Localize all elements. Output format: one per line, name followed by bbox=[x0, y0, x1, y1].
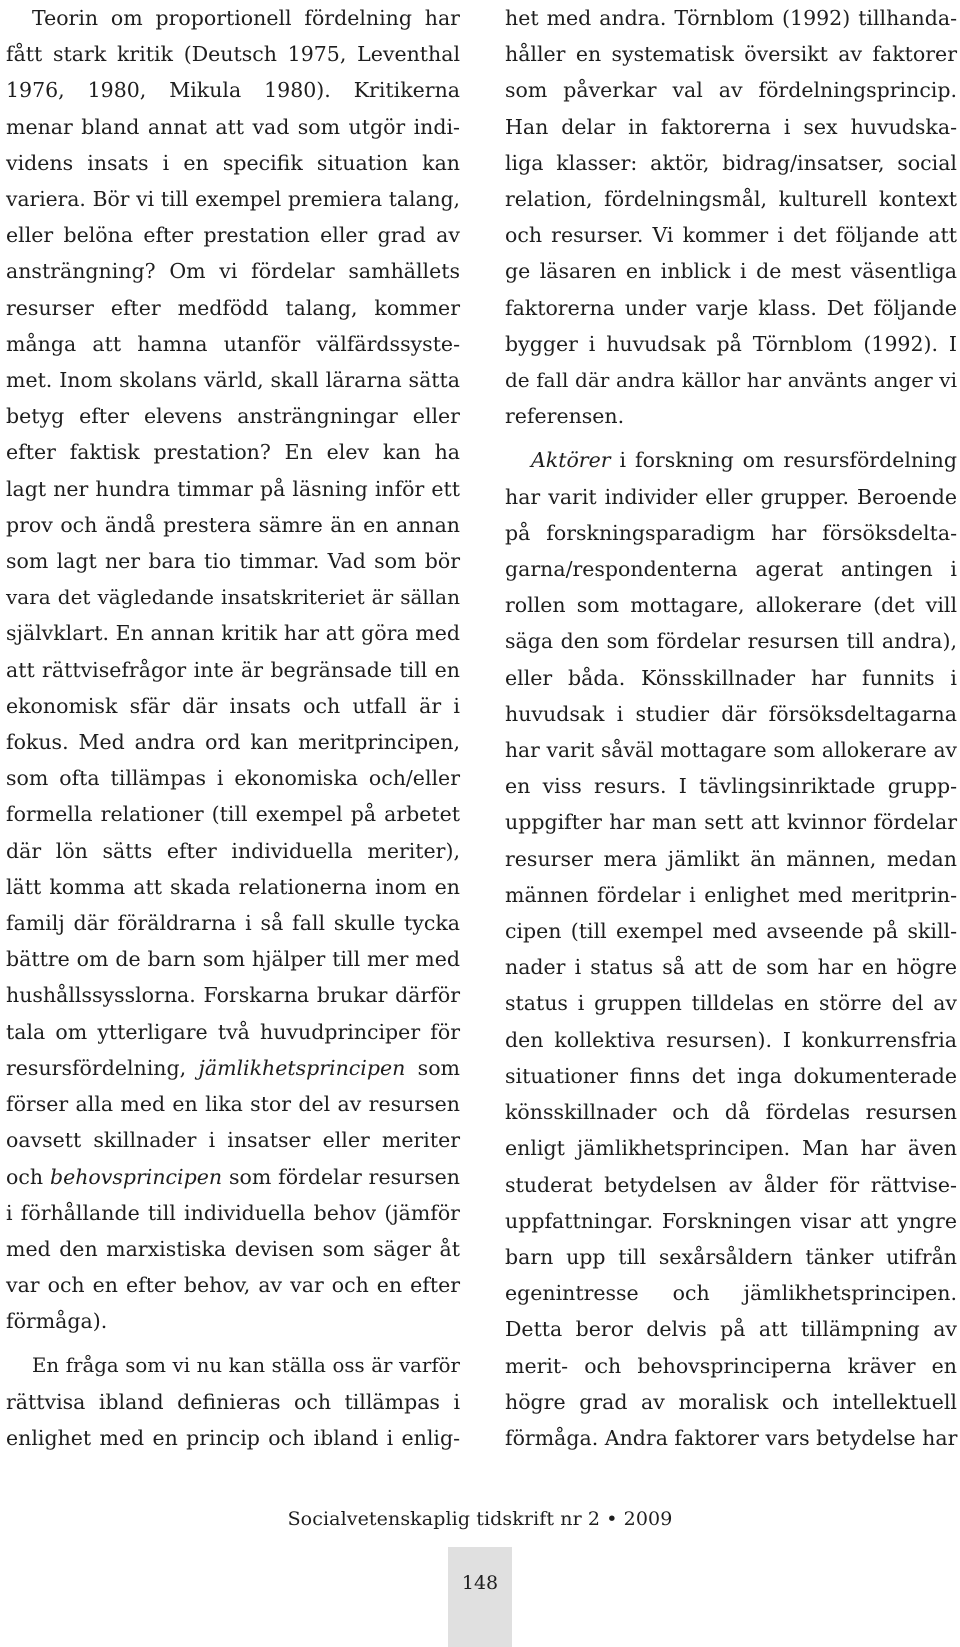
text-line: resurser mera jämlikt än männen, medan bbox=[505, 846, 957, 871]
text-line: uppgifter har man sett att kvinnor fördelar bbox=[505, 810, 957, 835]
text-line: ansträngning? Om vi fördelar samhällets bbox=[6, 259, 460, 284]
text-line: som lagt ner bara tio timmar. Vad som bör bbox=[6, 549, 460, 574]
left-column bbox=[6, 0, 460, 1456]
text-line: lätt komma att skada relationerna inom en bbox=[6, 874, 460, 899]
text-line: och resurser. Vi kommer i det följande att bbox=[505, 223, 957, 248]
text-line: efter faktisk prestation? En elev kan ha bbox=[6, 440, 460, 465]
emphasized-term: behovsprincipen bbox=[49, 1164, 223, 1189]
text-line: har varit såväl mottagare som allokerare av bbox=[505, 738, 957, 763]
text-line: håller en systematisk översikt av faktorer bbox=[505, 42, 957, 67]
page-number: 148 bbox=[461, 1572, 499, 1594]
text-line: formella relationer (till exempel på arbetet bbox=[6, 802, 460, 827]
text-line: självklart. En annan kritik har att göra med bbox=[6, 621, 460, 646]
text-line: högre grad av moralisk och intellektuell bbox=[505, 1389, 957, 1414]
text-line: merit- och behovsprinciperna kräver en bbox=[505, 1353, 957, 1378]
text-line: met. Inom skolans värld, skall lärarna sätta bbox=[6, 368, 460, 393]
text-line: den kollektiva resursen). I konkurrensfria bbox=[505, 1027, 957, 1052]
text-line: med den marxistiska devisen som säger åt bbox=[6, 1236, 460, 1261]
text-line: Detta beror delvis på att tillämpning av bbox=[505, 1317, 957, 1342]
text-line: egenintresse och jämlikhetsprincipen. bbox=[505, 1281, 957, 1306]
text-line: Han delar in faktorerna i sex huvudska- bbox=[505, 114, 957, 139]
text-line: studerat betydelsen av ålder för rättvise- bbox=[505, 1172, 957, 1197]
text-line: prov och ändå prestera sämre än en annan bbox=[6, 512, 460, 537]
text-line: som påverkar val av fördelningsprincip. bbox=[505, 78, 957, 103]
text-line: en viss resurs. I tävlingsinriktade grupp- bbox=[505, 774, 957, 799]
text-line: var och en efter behov, av var och en efter bbox=[6, 1273, 460, 1298]
text-line: de fall där andra källor har använts anger vi bbox=[505, 368, 957, 393]
text-line: uppfattningar. Forskningen visar att yngre bbox=[505, 1208, 957, 1233]
text-line: resurser efter medfödd talang, kommer bbox=[6, 295, 460, 320]
text-line: könsskillnader och då fördelas resursen bbox=[505, 1100, 957, 1125]
text-line: säga den som fördelar resursen till andra), bbox=[505, 629, 957, 654]
text-line: förser alla med en lika stor del av resursen bbox=[6, 1092, 460, 1117]
text-line: faktorerna under varje klass. Det följande bbox=[505, 295, 957, 320]
text-line: familj där föräldrarna i så fall skulle tycka bbox=[6, 911, 460, 936]
text-line: rollen som mottagare, allokerare (det vill bbox=[505, 593, 957, 618]
paragraph bbox=[6, 1348, 460, 1457]
text-line: oavsett skillnader i insatser eller meriter bbox=[6, 1128, 460, 1153]
journal-footer: Socialvetenskaplig tidskrift nr 2 • 2009 bbox=[287, 1508, 673, 1530]
text-line bbox=[505, 442, 957, 478]
text-line: i förhållande till individuella behov (jämför bbox=[6, 1200, 460, 1225]
text-line bbox=[6, 1159, 460, 1195]
text-fragment: resursfördelning, bbox=[6, 1055, 199, 1080]
text-line: eller belöna efter prestation eller grad av bbox=[6, 223, 460, 248]
text-line: nader i status så att de som har en högre bbox=[505, 955, 957, 980]
paragraph bbox=[6, 0, 460, 1340]
text-line: tala om ytterligare två huvudprinciper för bbox=[6, 1019, 460, 1044]
paragraph bbox=[505, 442, 957, 1456]
text-line: fått stark kritik (Deutsch 1975, Leventhal bbox=[6, 42, 460, 67]
text-line: referensen. bbox=[505, 404, 625, 429]
text-line: En fråga som vi nu kan ställa oss är varför bbox=[32, 1353, 460, 1377]
right-column bbox=[505, 0, 957, 1456]
text-line: bygger i huvudsak på Törnblom (1992). I bbox=[505, 331, 957, 356]
text-fragment: som fördelar resursen bbox=[222, 1164, 460, 1189]
text-line: vara det vägledande insatskriteriet är sällan bbox=[6, 585, 460, 610]
text-line: bättre om de barn som hjälper till mer med bbox=[6, 947, 460, 972]
text-line: Teorin om proportionell fördelning har bbox=[32, 6, 460, 30]
text-line: på forskningsparadigm har försöksdelta- bbox=[505, 520, 957, 545]
text-line: enlighet med en princip och ibland i enlig- bbox=[6, 1425, 460, 1450]
text-line: situationer finns det inga dokumenterade bbox=[505, 1063, 957, 1088]
text-line: relation, fördelningsmål, kulturell kontext bbox=[505, 187, 957, 212]
text-line: status i gruppen tilldelas en större del av bbox=[505, 991, 957, 1016]
text-line: som ofta tillämpas i ekonomiska och/eller bbox=[6, 766, 460, 791]
text-line: förmåga). bbox=[6, 1309, 108, 1334]
text-line: har varit individer eller grupper. Beroende bbox=[505, 484, 957, 509]
text-line: barn upp till sexårsåldern tänker utifrån bbox=[505, 1244, 957, 1269]
text-fragment: i forskning om resursfördelning bbox=[610, 448, 957, 473]
page-number-box bbox=[448, 1547, 512, 1647]
text-line: förmåga. Andra faktorer vars betydelse har bbox=[505, 1425, 958, 1450]
text-line: rättvisa ibland definieras och tillämpas i bbox=[6, 1389, 460, 1414]
text-line: att rättvisefrågor inte är begränsade till en bbox=[6, 657, 460, 682]
text-line: liga klasser: aktör, bidrag/insatser, social bbox=[505, 150, 957, 175]
text-line: männen fördelar i enlighet med meritprin- bbox=[505, 882, 957, 907]
text-line: het med andra. Törnblom (1992) tillhanda- bbox=[505, 6, 957, 30]
text-fragment: som bbox=[405, 1055, 460, 1080]
text-line: huvudsak i studier där försöksdeltagarna bbox=[505, 701, 957, 726]
text-line: lagt ner hundra timmar på läsning inför ett bbox=[6, 476, 460, 501]
text-line: betyg efter elevens ansträngningar eller bbox=[6, 404, 460, 429]
text-line: många att hamna utanför välfärdssyste- bbox=[6, 331, 460, 356]
text-line: 1976, 1980, Mikula 1980). Kritikerna bbox=[6, 78, 460, 103]
text-line: där lön sätts efter individuella meriter), bbox=[6, 838, 460, 863]
text-line: fokus. Med andra ord kan meritprincipen, bbox=[6, 730, 460, 755]
text-line: hushållssysslorna. Forskarna brukar därför bbox=[6, 983, 460, 1008]
text-line: eller båda. Könsskillnader har funnits i bbox=[505, 665, 957, 690]
emphasized-term: jämlikhetsprincipen bbox=[198, 1055, 406, 1080]
text-line: menar bland annat att vad som utgör indi- bbox=[6, 114, 460, 139]
text-fragment: och bbox=[6, 1164, 50, 1189]
text-line: garna/respondenterna agerat antingen i bbox=[505, 557, 957, 582]
text-line: ge läsaren en inblick i de mest väsentliga bbox=[505, 259, 957, 284]
text-line: ekonomisk sfär där insats och utfall är i bbox=[6, 693, 460, 718]
text-line bbox=[6, 1050, 460, 1086]
text-line: enligt jämlikhetsprincipen. Man har även bbox=[505, 1136, 957, 1161]
paragraph bbox=[505, 0, 957, 434]
text-line: variera. Bör vi till exempel premiera talang, bbox=[6, 187, 460, 212]
text-line: cipen (till exempel med avseende på skill- bbox=[505, 919, 957, 944]
emphasized-term: Aktörer bbox=[531, 448, 611, 473]
text-line: videns insats i en specifik situation kan bbox=[6, 150, 460, 175]
